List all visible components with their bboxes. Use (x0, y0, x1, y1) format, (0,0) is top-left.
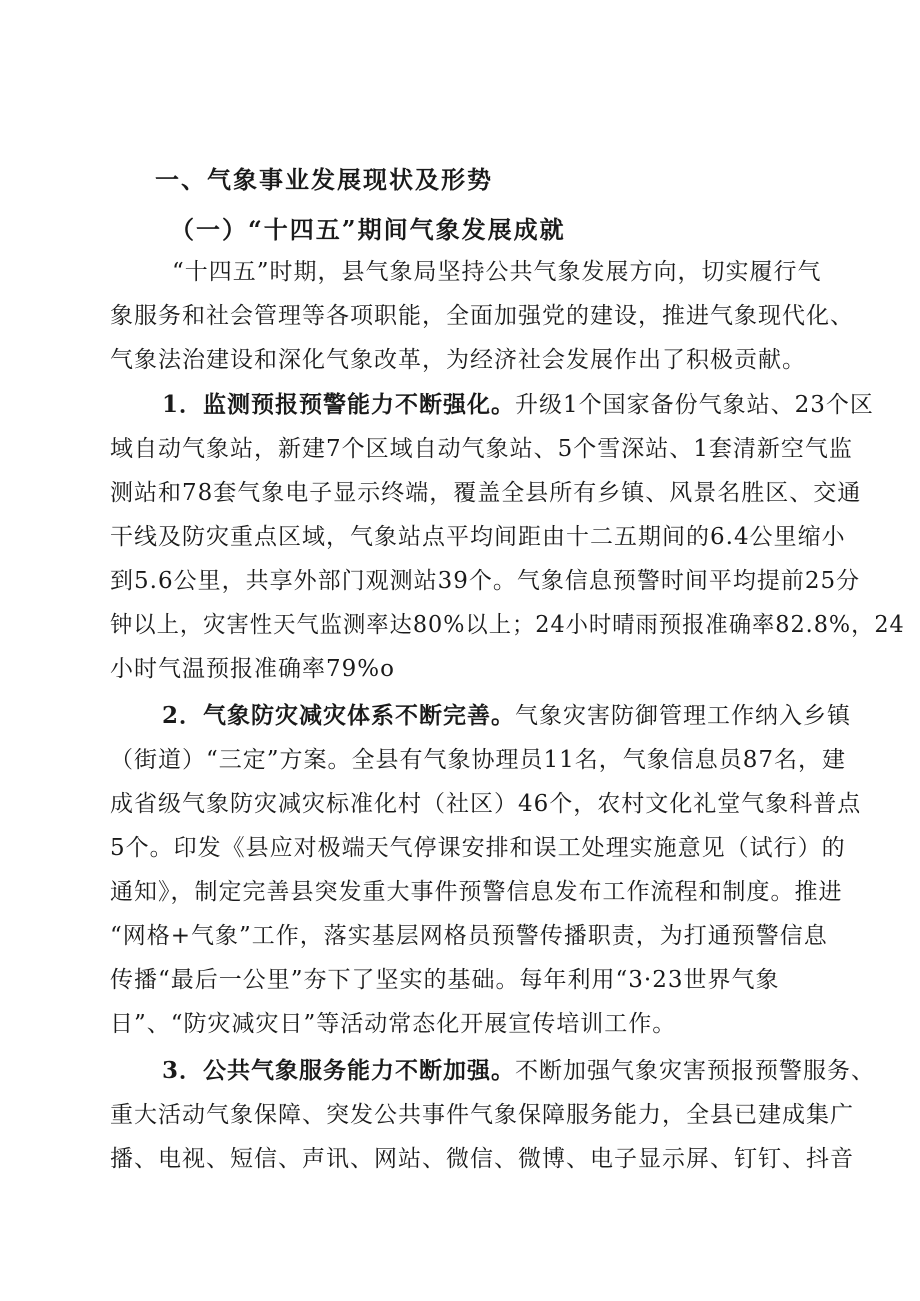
paragraph-line: 到5.6公里，共享外部门观测站39个。气象信息预警时间平均提前25分 (110, 568, 861, 594)
paragraph-line: 干线及防灾重点区域，气象站点平均间距由十二五期间的6.4公里缩小 (110, 524, 846, 550)
item-title: 3．公共气象服务能力不断加强。 (162, 1057, 516, 1084)
item-text: 升级1个国家备份气象站、23个区 (515, 392, 874, 418)
paragraph-line: 播、电视、短信、声讯、网站、微信、微博、电子显示屏、钉钉、抖音 (110, 1146, 854, 1172)
section-heading: 一、气象事业发展现状及形势 (155, 165, 493, 194)
item-title: 2．气象防灾减灾体系不断完善。 (162, 702, 516, 729)
paragraph-line: 小时气温预报准确率79%o (110, 656, 395, 682)
item-text: 不断加强气象灾害预报预警服务、 (515, 1058, 876, 1084)
subsection-heading: （一）“十四五”期间气象发展成就 (170, 215, 566, 244)
paragraph-line (162, 1052, 875, 1085)
paragraph-line: “十四五”时期，县气象局坚持公共气象发展方向，切实履行气 (172, 259, 822, 285)
paragraph-line: 日”、“防灾减灾日”等活动常态化开展宣传培训工作。 (110, 1011, 677, 1037)
paragraph-line: 象服务和社会管理等各项职能，全面加强党的建设，推进气象现代化、 (110, 303, 854, 329)
paragraph-line: 测站和78套气象电子显示终端，覆盖全县所有乡镇、风景名胜区、交通 (110, 480, 862, 506)
paragraph-line: 成省级气象防灾减灾标准化村（社区）46个，农村文化礼堂气象科普点 (110, 791, 862, 817)
item-title: 1．监测预报预警能力不断强化。 (162, 391, 516, 418)
paragraph-line: （街道）“三定”方案。全县有气象协理员11名，气象信息员87名，建 (110, 747, 847, 773)
item-text: 气象灾害防御管理工作纳入乡镇 (515, 703, 852, 729)
paragraph-line: “网格+气象”工作，落实基层网格员预警传播职责，为打通预警信息 (110, 923, 828, 949)
paragraph-line: 重大活动气象保障、突发公共事件气象保障服务能力，全县已建成集广 (110, 1102, 854, 1128)
paragraph-line (162, 697, 851, 730)
paragraph-line: 5个。印发《县应对极端天气停课安排和误工处理实施意见（试行）的 (110, 835, 846, 861)
paragraph-line (162, 386, 874, 419)
paragraph-line: 域自动气象站，新建7个区域自动气象站、5个雪深站、1套清新空气监 (110, 436, 853, 462)
paragraph-line: 传播“最后一公里”夯下了坚实的基础。每年利用“3·23世界气象 (110, 967, 780, 993)
paragraph-line: 通知》，制定完善县突发重大事件预警信息发布工作流程和制度。推进 (110, 879, 843, 905)
paragraph-line: 钟以上，灾害性天气监测率达80%以上；24小时晴雨预报准确率82.8%，24 (110, 612, 905, 638)
paragraph-line: 气象法治建设和深化气象改革，为经济社会发展作出了积极贡献。 (110, 347, 806, 373)
